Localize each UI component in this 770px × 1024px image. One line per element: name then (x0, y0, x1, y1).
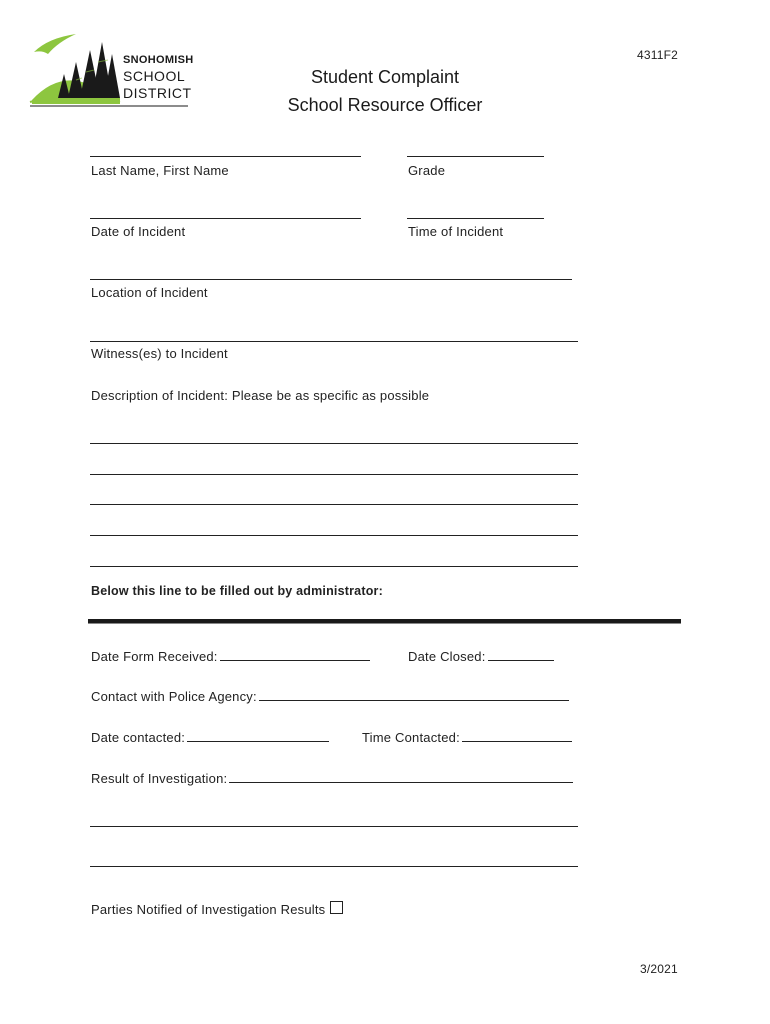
grade-label: Grade (408, 163, 446, 178)
form-code: 4311F2 (637, 48, 679, 62)
parties-notified-row (91, 901, 343, 917)
witness-label: Witness(es) to Incident (91, 346, 228, 361)
parties-notified-label: Parties Notified of Investigation Results (91, 902, 326, 917)
location-label: Location of Incident (91, 285, 208, 300)
police-contact-row (91, 688, 569, 704)
description-line-1[interactable] (90, 443, 578, 444)
logo-text-district: DISTRICT (123, 85, 192, 101)
result-row (91, 770, 573, 786)
result-line-2[interactable] (90, 826, 578, 827)
date-incident-field-line[interactable] (90, 218, 361, 219)
date-closed-row (408, 648, 554, 664)
admin-section-heading: Below this line to be filled out by administrator: (91, 584, 383, 598)
form-title-line2: School Resource Officer (287, 95, 483, 115)
parties-notified-checkbox[interactable] (330, 901, 343, 914)
name-label: Last Name, First Name (91, 163, 229, 178)
time-incident-label: Time of Incident (408, 224, 504, 239)
date-contacted-field-line[interactable] (187, 729, 329, 742)
name-field-line[interactable] (90, 156, 361, 157)
witness-field-line[interactable] (90, 341, 578, 342)
date-closed-field-line[interactable] (488, 648, 554, 661)
time-contacted-field-line[interactable] (462, 729, 572, 742)
time-contacted-row (362, 729, 572, 745)
date-received-label: Date Form Received: (91, 649, 218, 664)
date-closed-label: Date Closed: (408, 649, 486, 664)
date-incident-label: Date of Incident (91, 224, 186, 239)
time-contacted-label: Time Contacted: (362, 730, 460, 745)
description-label: Description of Incident: Please be as specific as possible (91, 388, 430, 403)
district-logo (28, 32, 193, 112)
date-contacted-row (91, 729, 329, 745)
logo-text-snohomish: SNOHOMISH (123, 54, 194, 66)
location-field-line[interactable] (90, 279, 572, 280)
description-line-2[interactable] (90, 474, 578, 475)
footer-date: 3/2021 (640, 962, 678, 976)
description-line-5[interactable] (90, 566, 578, 567)
date-received-row (91, 648, 370, 664)
result-field-line[interactable] (229, 770, 573, 783)
police-contact-label: Contact with Police Agency: (91, 689, 257, 704)
logo-text-school: SCHOOL (123, 68, 186, 84)
form-title-line1: Student Complaint (310, 67, 460, 87)
police-contact-field-line[interactable] (259, 688, 569, 701)
result-line-3[interactable] (90, 866, 578, 867)
date-contacted-label: Date contacted: (91, 730, 186, 745)
grade-field-line[interactable] (407, 156, 544, 157)
description-line-4[interactable] (90, 535, 578, 536)
description-line-3[interactable] (90, 504, 578, 505)
admin-divider (88, 619, 681, 624)
result-label: Result of Investigation: (91, 771, 228, 786)
time-incident-field-line[interactable] (407, 218, 544, 219)
date-received-field-line[interactable] (220, 648, 370, 661)
